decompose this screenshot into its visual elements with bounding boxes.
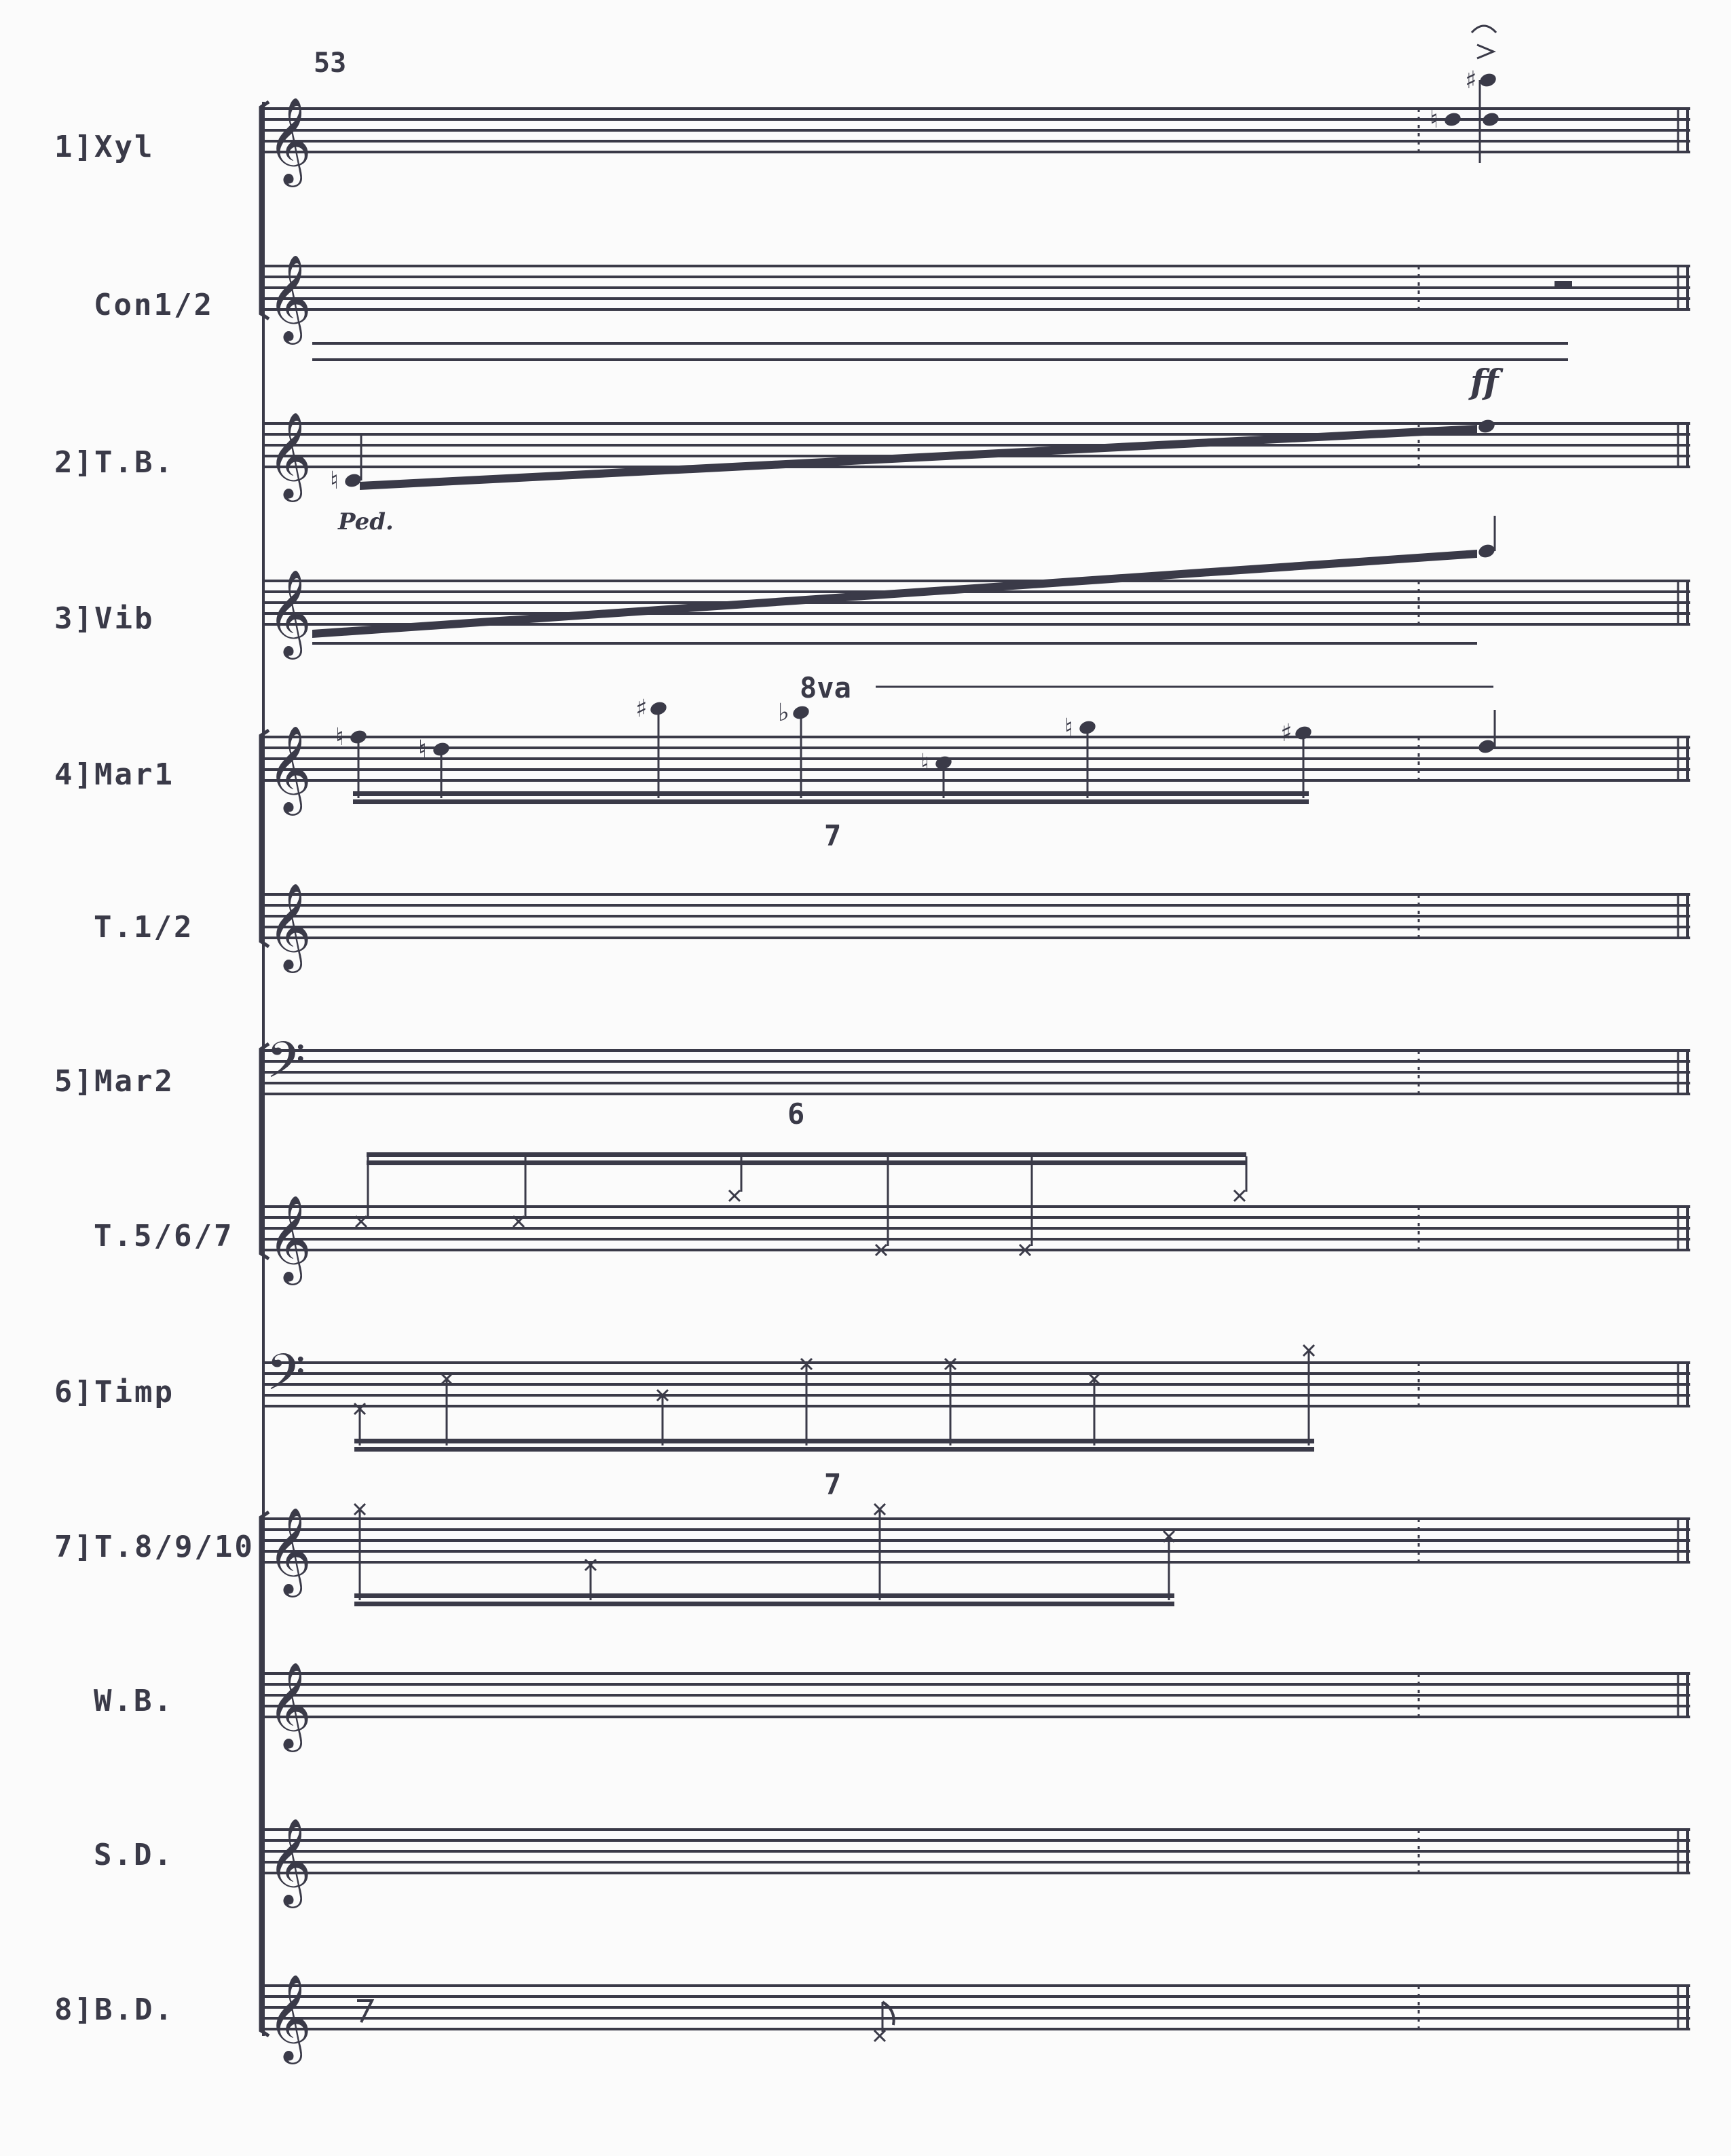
xylophone-chord-note xyxy=(1481,111,1501,128)
bass-drum-note xyxy=(874,2030,885,2041)
tuplet-number-toms-5-6-7: 6 xyxy=(787,1097,805,1131)
label-timpani: 6]Timp xyxy=(54,1375,174,1410)
label-toms-8-9-10: 7]T.8/9/10 xyxy=(54,1530,255,1564)
accidental-icon: ♮ xyxy=(1064,714,1073,742)
label-congas: Con1/2 xyxy=(94,288,214,322)
treble-clef-icon: 𝄞 xyxy=(267,1507,312,1593)
note-beam xyxy=(367,1160,1246,1165)
treble-clef-icon: 𝄞 xyxy=(267,1194,312,1281)
note-beam xyxy=(367,1152,1246,1157)
label-temple-blocks: 2]T.B. xyxy=(54,445,174,480)
accidental-icon: ♮ xyxy=(418,736,427,763)
treble-clef-icon: 𝄞 xyxy=(267,96,312,183)
accidental-icon: ♯ xyxy=(1465,67,1477,94)
whole-rest-icon xyxy=(1555,281,1572,288)
note-beam xyxy=(354,1439,1314,1443)
treble-clef-icon: 𝄞 xyxy=(267,725,312,812)
clefs xyxy=(266,96,312,2064)
accidental-icon: ♮ xyxy=(920,749,929,777)
label-snare-drum: S.D. xyxy=(94,1838,174,1872)
tuplet-number-marimba: 7 xyxy=(824,819,842,852)
treble-clef-icon: 𝄞 xyxy=(267,1661,312,1748)
accidental-icon: ♮ xyxy=(335,723,344,751)
accidental-icon: ♯ xyxy=(635,695,648,723)
tom-note xyxy=(729,1190,740,1201)
label-toms-1-2: T.1/2 xyxy=(94,910,194,945)
accidental-icon: ♯ xyxy=(1280,719,1292,747)
fermata-icon xyxy=(1472,26,1496,33)
note-beam xyxy=(353,791,1309,796)
tom-note xyxy=(1234,1190,1245,1201)
treble-clef-icon: 𝄞 xyxy=(267,882,312,969)
note-beam xyxy=(354,1593,1174,1598)
accidental-icon: ♮ xyxy=(1430,106,1438,134)
bass-clef-icon: 𝄢 xyxy=(266,1031,305,1102)
accent-icon xyxy=(1477,45,1493,58)
marimba-final-note xyxy=(1477,738,1497,755)
treble-clef-icon: 𝄞 xyxy=(267,569,312,656)
label-xylophone: 1]Xyl xyxy=(54,130,155,164)
label-marimba-2: 5]Mar2 xyxy=(54,1064,174,1099)
label-vibraphone: 3]Vib xyxy=(54,601,155,636)
temple-block-note xyxy=(1477,417,1497,434)
xylophone-chord-note xyxy=(1443,111,1463,128)
measure-number: 53 xyxy=(314,48,347,79)
treble-clef-icon: 𝄞 xyxy=(267,411,312,498)
label-wood-block: W.B. xyxy=(94,1684,174,1718)
pedal-mark: Ped. xyxy=(338,508,394,535)
tuplet-number-toms-8-9-10: 7 xyxy=(824,1468,842,1501)
note-flag xyxy=(882,2002,894,2025)
note-beam xyxy=(353,799,1309,804)
treble-clef-icon: 𝄞 xyxy=(267,1817,312,1904)
treble-clef-icon: 𝄞 xyxy=(267,254,312,341)
note-beam xyxy=(354,1447,1314,1452)
ottava-mark: 8va xyxy=(800,671,851,704)
accidental-icon: ♭ xyxy=(778,699,789,727)
label-bass-drum: 8]B.D. xyxy=(54,1992,174,2027)
notes xyxy=(312,26,1572,2041)
note-beam xyxy=(354,1602,1174,1606)
label-marimba-1: 4]Mar1 xyxy=(54,757,174,792)
dynamic-ff: ff xyxy=(1470,362,1499,402)
xylophone-chord-note xyxy=(1478,71,1498,88)
bass-clef-icon: 𝄢 xyxy=(266,1343,305,1414)
vibraphone-note xyxy=(1477,542,1497,559)
label-toms-5-6-7: T.5/6/7 xyxy=(94,1219,234,1253)
treble-clef-icon: 𝄞 xyxy=(267,1973,312,2060)
accidental-icon: ♮ xyxy=(330,467,339,495)
